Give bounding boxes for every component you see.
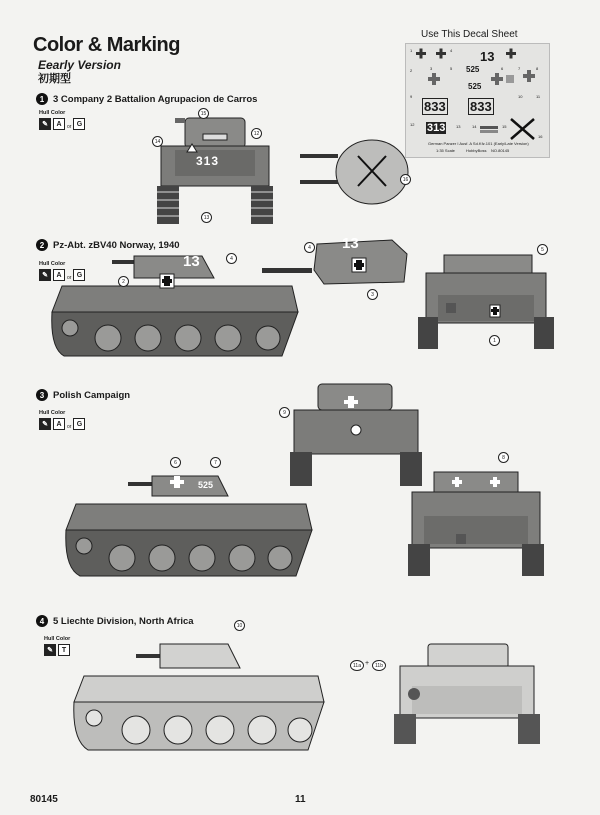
callout-1: 1 bbox=[489, 335, 500, 346]
color-chip-g: G bbox=[73, 269, 85, 281]
s1-marking-313: 313 bbox=[196, 154, 220, 168]
color-chip-a: A bbox=[53, 418, 65, 430]
version-subtitle: Eearly Version bbox=[38, 58, 121, 72]
decal-sheet-label: Use This Decal Sheet bbox=[421, 29, 518, 40]
section-1-heading bbox=[36, 93, 257, 105]
color-chip-a: A bbox=[53, 118, 65, 130]
section-2-title: Pz-Abt. zBV40 Norway, 1940 bbox=[53, 239, 180, 251]
brush-icon: ✎ bbox=[39, 418, 51, 430]
or-text: or bbox=[67, 275, 72, 281]
decal-marking-833b: 833 bbox=[470, 99, 492, 114]
section-4-hull-label: Hull Color bbox=[44, 636, 71, 642]
decal-num-12: 12 bbox=[410, 122, 415, 127]
s1-top-view bbox=[300, 132, 410, 212]
decal-num-2: 2 bbox=[410, 68, 413, 73]
color-chip-g: G bbox=[73, 118, 85, 130]
section-3-title: Polish Campaign bbox=[53, 389, 131, 401]
s2-turret-view bbox=[262, 234, 412, 294]
callout-12: 12 bbox=[251, 128, 262, 139]
section-4-number: 4 bbox=[36, 615, 48, 627]
s2-turret-marking-13: 13 bbox=[342, 235, 359, 252]
section-3-number: 3 bbox=[36, 389, 48, 401]
section-4-heading bbox=[36, 615, 194, 627]
section-3-heading bbox=[36, 389, 130, 401]
callout-3: 3 bbox=[367, 289, 378, 300]
callout-15: 15 bbox=[198, 108, 209, 119]
product-code: 80145 bbox=[30, 794, 58, 805]
brush-icon: ✎ bbox=[39, 269, 51, 281]
callout-4: 4 bbox=[226, 253, 237, 264]
or-text: or bbox=[67, 424, 72, 430]
section-1-title: 3 Company 2 Battalion Agrupacion de Carros bbox=[53, 93, 258, 105]
decal-num-7: 7 bbox=[518, 66, 521, 71]
s1-front-view bbox=[145, 108, 285, 228]
decal-num-1: 1 bbox=[410, 48, 413, 53]
callout-7: 7 bbox=[210, 457, 221, 468]
decal-num-4: 4 bbox=[450, 48, 453, 53]
decal-caption: German Panzer I Ausf. A Sd.Kfz.101 (Early/Late Version) bbox=[428, 141, 529, 146]
callout-11a: 11a bbox=[350, 660, 364, 671]
version-subtitle-cn: 初期型 bbox=[38, 73, 71, 85]
decal-num-9: 9 bbox=[410, 94, 413, 99]
callout-11b: 11b bbox=[372, 660, 386, 671]
page-title: Color & Marking bbox=[33, 34, 180, 56]
decal-num-10: 10 bbox=[518, 94, 523, 99]
decal-code: NO.80145 bbox=[491, 148, 510, 153]
section-2-hull-label: Hull Color bbox=[39, 261, 66, 267]
callout-14: 14 bbox=[152, 136, 163, 147]
s3-side-view bbox=[58, 472, 318, 582]
decal-brand: HobbyBoss bbox=[466, 148, 487, 153]
decal-scale: 1:35 Scale bbox=[436, 148, 455, 153]
decal-num-14: 14 bbox=[472, 124, 477, 129]
callout-13: 13 bbox=[201, 212, 212, 223]
section-1-hull-label: Hull Color bbox=[39, 110, 66, 116]
decal-marking-833a: 833 bbox=[424, 99, 446, 114]
decal-marking-525a: 525 bbox=[466, 65, 480, 74]
color-chip-t: T bbox=[58, 644, 70, 656]
callout-2: 2 bbox=[118, 276, 129, 287]
decal-num-15: 15 bbox=[502, 124, 507, 129]
s4-rear-view bbox=[392, 640, 542, 745]
section-2-number: 2 bbox=[36, 239, 48, 251]
callout-5: 5 bbox=[537, 244, 548, 255]
decal-sheet-image bbox=[405, 43, 550, 158]
s4-side-view bbox=[66, 636, 336, 756]
decal-num-11: 11 bbox=[536, 94, 541, 99]
decal-num-16: 16 bbox=[538, 134, 543, 139]
color-chip-a: A bbox=[53, 269, 65, 281]
section-1-colors bbox=[39, 118, 85, 130]
callout-16: 16 bbox=[400, 174, 411, 185]
section-4-title: 5 Liechte Division, North Africa bbox=[53, 615, 194, 627]
section-1-number: 1 bbox=[36, 93, 48, 105]
callout-4b: 4 bbox=[304, 242, 315, 253]
callout-8: 8 bbox=[498, 452, 509, 463]
decal-num-13: 13 bbox=[456, 124, 461, 129]
decal-num-3: 3 bbox=[430, 66, 433, 71]
s2-rear-view bbox=[414, 247, 554, 352]
color-chip-g: G bbox=[73, 418, 85, 430]
decal-marking-13: 13 bbox=[480, 49, 495, 64]
decal-num-8: 8 bbox=[536, 66, 539, 71]
decal-num-6: 6 bbox=[501, 66, 504, 71]
s3-marking-525: 525 bbox=[198, 480, 214, 490]
or-text: or bbox=[67, 124, 72, 130]
section-3-hull-label: Hull Color bbox=[39, 410, 66, 416]
callout-9: 9 bbox=[279, 407, 290, 418]
plus-sign: + bbox=[365, 660, 370, 667]
s3-rear-view bbox=[406, 468, 546, 578]
brush-icon: ✎ bbox=[44, 644, 56, 656]
decal-marking-525b: 525 bbox=[468, 82, 482, 91]
decal-num-5: 5 bbox=[450, 66, 453, 71]
page-number: 11 bbox=[295, 794, 306, 805]
callout-6: 6 bbox=[170, 457, 181, 468]
callout-10: 10 bbox=[234, 620, 245, 631]
decal-marking-313: 313 bbox=[427, 122, 446, 134]
brush-icon: ✎ bbox=[39, 118, 51, 130]
s2-marking-13: 13 bbox=[183, 253, 200, 270]
section-3-colors bbox=[39, 418, 85, 430]
